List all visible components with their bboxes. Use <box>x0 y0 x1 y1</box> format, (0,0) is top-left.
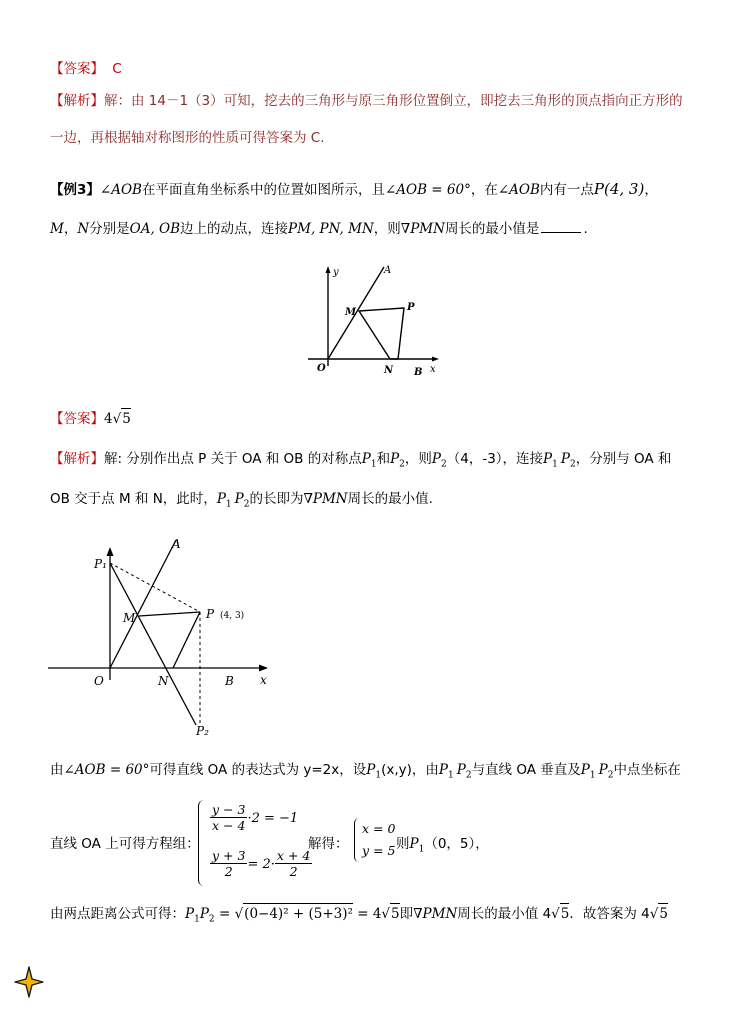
text: = 4 <box>352 906 382 922</box>
text: 可得直线 OA 的表达式为 y=2x，设 <box>149 762 367 778</box>
solution-x: x = 0 <box>362 821 396 836</box>
text: ，在 <box>470 182 498 198</box>
math-angle: ∠AOB <box>497 182 540 198</box>
numerator: y + 3 <box>212 848 246 863</box>
subscript: 1 <box>375 770 382 781</box>
analysis-1-line-1 <box>50 91 683 111</box>
math-triangle: ∇PMN <box>413 906 458 922</box>
subscript: 2 <box>465 770 472 781</box>
label-b: B <box>414 367 423 378</box>
label-p1: P₁ <box>94 557 107 571</box>
denominator: 2 <box>289 864 298 879</box>
radicand: 5 <box>560 903 570 924</box>
subscript: 2 <box>569 459 576 470</box>
text: 则 <box>396 836 410 852</box>
math-angle-value: ∠AOB = 60° <box>63 762 150 778</box>
equation-brace <box>198 800 207 886</box>
derivation-line-2-label <box>50 834 200 854</box>
subscript: 1 <box>448 770 454 781</box>
text: ， <box>63 221 78 237</box>
subscript: 1 <box>418 844 425 855</box>
equation-1 <box>210 802 298 833</box>
answer-blank <box>541 232 581 233</box>
subscript: 2 <box>243 499 250 510</box>
figure-2 <box>48 532 288 742</box>
analysis-label: 【解析】 <box>50 451 104 467</box>
math-triangle: ∇PMN <box>400 221 445 237</box>
math-var: N <box>77 221 90 237</box>
solution <box>362 818 395 862</box>
text: 直线 OA 上可得方程组： <box>50 836 200 852</box>
answer-1 <box>50 59 122 79</box>
subscript: 1 <box>552 459 558 470</box>
text: OB 交于点 M 和 N，此时， <box>50 491 217 507</box>
label-m: M <box>123 611 136 625</box>
answer-label: 【答案】 <box>50 61 104 77</box>
answer-2: 【答案】4√5 <box>50 408 131 429</box>
text: 周长的最小值. <box>347 491 433 507</box>
text: ，则 <box>404 451 432 467</box>
segment-np <box>173 612 200 668</box>
analysis-text: 一边，再根据轴对称图形的性质可得答案为 C. <box>50 130 325 146</box>
radicand: 5 <box>390 903 400 924</box>
star-icon <box>14 966 44 998</box>
text: ，分别与 OA 和 <box>575 451 672 467</box>
math-var: P <box>361 451 371 467</box>
y-arrow-icon <box>107 547 114 556</box>
derivation-line-3: 由两点距离公式可得：$P_1P_2 = √(0-4)^2 + (5+3)^2 = 4√5$即∇PMN周长的最小值 4√5．故答案为 4√5 <box>50 903 668 930</box>
text: 即 <box>399 906 414 922</box>
label-o: O <box>317 363 326 374</box>
label-a: A <box>384 265 392 276</box>
math-var: P <box>598 762 608 778</box>
label-y: y <box>333 267 339 278</box>
analysis-label: 【解析】 <box>50 93 104 109</box>
example-3-line-2 <box>50 219 588 239</box>
math-var: M <box>50 221 64 237</box>
math-triangle: ∇PMN <box>303 491 348 507</box>
text: （4，-3），连接 <box>446 451 544 467</box>
text: (x,y)，由 <box>381 762 439 778</box>
equation-2 <box>210 848 312 879</box>
math-segments: OA, OB <box>129 221 181 237</box>
label-p2: P₂ <box>196 724 209 738</box>
text: 分别是 <box>89 221 130 237</box>
text: . <box>583 221 588 237</box>
radicand: 5 <box>658 903 668 924</box>
text: 中点坐标在 <box>613 762 681 778</box>
answer-radicand: 5 <box>121 408 131 429</box>
analysis-text: 解：由 14－1（3）可知，挖去的三角形与原三角形位置倒立，即挖去三角形的顶点指向正方形的 <box>104 93 683 109</box>
label-x: x <box>430 364 436 375</box>
denominator: 2 <box>224 864 233 879</box>
subscript: 1 <box>194 914 200 925</box>
subscript: 2 <box>607 770 614 781</box>
math-var: P <box>560 451 570 467</box>
math-var: P <box>431 451 441 467</box>
math-var: P <box>580 762 590 778</box>
subscript: 2 <box>441 459 447 470</box>
math-var: P <box>456 762 466 778</box>
subscript: 2 <box>208 914 215 925</box>
example-3-line-1 <box>50 179 658 200</box>
analysis-2-line-1 <box>50 449 671 475</box>
derivation-line-1 <box>50 760 681 786</box>
label-b: B <box>225 674 234 688</box>
label-x: x <box>260 673 267 687</box>
math-angle: ∠AOB <box>99 182 142 198</box>
text: 周长的最小值 4 <box>457 906 552 922</box>
math-var: P <box>543 451 553 467</box>
numerator: y − 3 <box>212 802 246 817</box>
analysis-1-line-2 <box>50 128 325 148</box>
example-label: 【例3】 <box>50 182 100 198</box>
text: 边上的动点，连接 <box>180 221 289 237</box>
equation-rest: ·2 = −1 <box>247 811 299 826</box>
radicand: (0−4)² + (5+3)² <box>243 903 353 924</box>
math-var: P <box>409 836 419 852</box>
y-arrow-icon <box>326 266 331 273</box>
solution-y: y = 5 <box>362 843 396 858</box>
label-p: P <box>206 607 215 621</box>
text: 与直线 OA 垂直及 <box>471 762 581 778</box>
subscript: 1 <box>589 770 596 781</box>
answer-coef: 4 <box>104 411 113 427</box>
answer-label: 【答案】 <box>50 411 104 427</box>
math-angle-value: ∠AOB = 60° <box>384 182 471 198</box>
text: = <box>214 906 235 922</box>
math-var: P <box>390 451 400 467</box>
text: 解得： <box>308 836 349 852</box>
equation-mid: = 2· <box>247 857 275 872</box>
label-m: M <box>345 307 357 318</box>
subscript: 1 <box>225 499 232 510</box>
label-o: O <box>94 674 104 688</box>
math-var: P <box>366 762 376 778</box>
numerator: x + 4 <box>276 848 311 863</box>
subscript: 2 <box>399 459 405 470</box>
math-var: P <box>438 762 448 778</box>
figure-1 <box>300 258 450 380</box>
math-var: P <box>216 491 226 507</box>
derivation-line-2-result <box>396 834 489 860</box>
denominator: x − 4 <box>212 818 246 833</box>
math-segments: PM, PN, MN <box>288 221 374 237</box>
fraction <box>210 848 247 879</box>
label-a: A <box>172 537 181 551</box>
label-p: P <box>407 302 415 313</box>
math-var: P <box>185 906 195 922</box>
x-arrow-icon <box>259 665 268 672</box>
subscript: 1 <box>370 459 377 470</box>
text: 在平面直角坐标系中的位置如图所示，且 <box>141 182 385 198</box>
label-n: N <box>158 674 169 688</box>
answer-value: C <box>112 61 122 77</box>
text: ， <box>644 182 658 198</box>
math-point: P(4, 3) <box>593 180 645 198</box>
derivation-solve-label <box>308 834 349 854</box>
math-var: P <box>199 906 209 922</box>
analysis-2-line-2 <box>50 489 433 515</box>
solution-brace <box>354 818 361 862</box>
text: 解: 分别作出点 P 关于 OA 和 OB 的对称点 <box>104 451 362 467</box>
text: 由 <box>50 762 64 778</box>
text: 内有一点 <box>539 182 594 198</box>
ray-oa <box>110 540 176 668</box>
text: ．故答案为 4 <box>569 906 650 922</box>
label-n: N <box>384 365 394 376</box>
label-p-coord: (4, 3) <box>220 611 245 621</box>
quadrilateral <box>359 308 404 359</box>
text: 的长即为 <box>249 491 304 507</box>
fraction <box>275 848 312 879</box>
segment-mp <box>139 612 200 616</box>
text: 周长的最小值是 <box>444 221 540 237</box>
text: ，则 <box>373 221 401 237</box>
text: 和 <box>376 451 391 467</box>
text: （0，5）， <box>424 836 489 852</box>
math-var: P <box>234 491 244 507</box>
x-arrow-icon <box>432 357 439 362</box>
fraction <box>210 802 247 833</box>
text: 由两点距离公式可得： <box>50 906 185 922</box>
